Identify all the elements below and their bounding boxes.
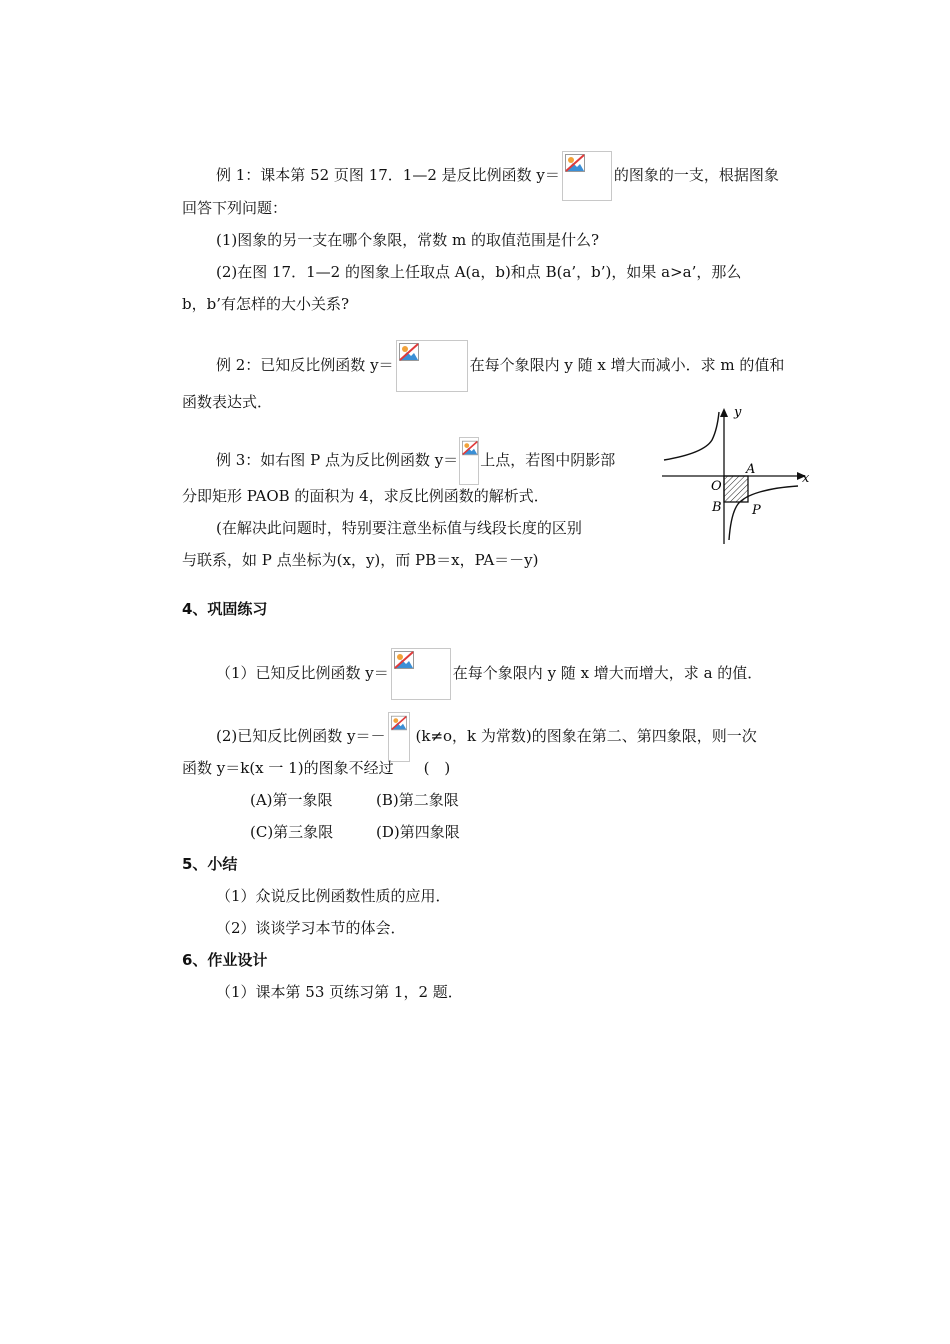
example1-line2: 回答下列问题： — [182, 199, 288, 217]
exercise1-text-post: 在每个象限内 y 随 x 增大而增大，求 a 的值． — [452, 664, 763, 682]
example3-note2: 与联系，如 P 点坐标为(x，y)，而 PB＝x，PA＝－y) — [182, 551, 539, 569]
broken-image-icon — [391, 648, 451, 700]
example2-line1 — [216, 340, 784, 392]
origin-label: O — [711, 479, 722, 494]
example3-line2: 分即矩形 PAOB 的面积为 4，求反比例函数的解析式． — [182, 487, 549, 505]
section5-item2: （2）谈谈学习本节的体会． — [216, 919, 406, 937]
example3-text-post: 上点，若图中阴影部 — [480, 451, 616, 469]
example3-text: 例 3：如右图 P 点为反比例函数 y＝ — [216, 451, 459, 469]
section6-item1: （1）课本第 53 页练习第 1，2 题． — [216, 983, 463, 1001]
y-axis-arrow — [720, 408, 728, 417]
example1-line1 — [216, 151, 779, 201]
example2-text: 例 2：已知反比例函数 y＝ — [216, 356, 394, 374]
example1-text-post: 的图象的一支，根据图象 — [613, 166, 779, 184]
broken-image-icon — [459, 437, 479, 485]
option-a: (A)第一象限 — [250, 791, 333, 809]
broken-image-icon — [388, 712, 410, 762]
exercise1-text: （1）已知反比例函数 y＝ — [216, 664, 389, 682]
section6-heading: 6、作业设计 — [182, 951, 268, 969]
option-b: (B)第二象限 — [376, 791, 459, 809]
section4-exercise2-line1 — [216, 712, 757, 762]
example2-text-post: 在每个象限内 y 随 x 增大而减小．求 m 的值和 — [469, 356, 785, 374]
point-b-label: B — [712, 500, 722, 515]
y-axis-label: y — [734, 405, 742, 420]
broken-image-icon — [562, 151, 612, 201]
example2-line2: 函数表达式． — [182, 393, 273, 411]
section4-exercise2-line2: 函数 y＝k(x 一 1)的图象不经过 ( ) — [182, 759, 451, 777]
example1-text: 例 1：课本第 52 页图 17．1—2 是反比例函数 y＝ — [216, 166, 560, 184]
option-c: (C)第三象限 — [250, 823, 334, 841]
section5-heading: 5、小结 — [182, 855, 238, 873]
section4-exercise1 — [216, 648, 762, 700]
exercise2-text-post: (k≠o，k 为常数)的图象在第二、第四象限，则一次 — [415, 727, 757, 745]
hyperbola-branch-upper — [664, 412, 719, 460]
point-p-label: P — [752, 503, 761, 518]
exercise2-text: (2)已知反比例函数 y＝－ — [216, 727, 386, 745]
example1-question1: (1)图象的另一支在哪个象限，常数 m 的取值范围是什么? — [216, 231, 600, 249]
section4-heading: 4、巩固练习 — [182, 600, 268, 618]
hyperbola-figure — [658, 404, 814, 550]
example3-line1 — [216, 437, 615, 485]
point-a-label: A — [746, 462, 756, 477]
example1-question2-line1: (2)在图 17．1—2 的图象上任取点 A(a，b)和点 B(a’，b’)，如果 a>a’，那么 — [216, 263, 742, 281]
hyperbola-svg — [658, 404, 814, 546]
broken-image-icon — [396, 340, 468, 392]
example1-question2-line2: b，b’有怎样的大小关系? — [182, 295, 350, 313]
option-d: (D)第四象限 — [376, 823, 460, 841]
x-axis-label: x — [802, 471, 810, 486]
example3-note1: (在解决此问题时，特别要注意坐标值与线段长度的区别 — [216, 519, 582, 537]
section5-item1: （1）众说反比例函数性质的应用． — [216, 887, 451, 905]
